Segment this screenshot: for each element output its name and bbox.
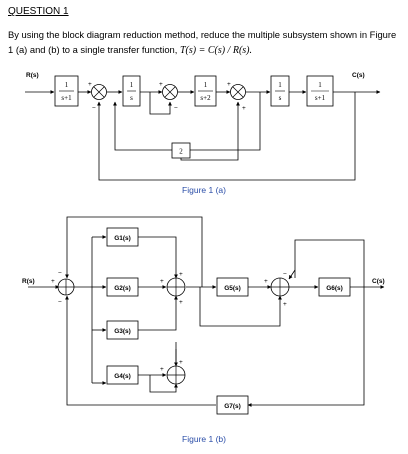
s4-plus-bot: + [283,301,287,308]
block-g4-label: G4(s) [114,373,131,380]
block-1a-5-den: s+1 [314,94,326,102]
s3-plus-bot: + [179,359,183,366]
s1-minus-top: − [58,270,62,277]
block-g7-label: G7(s) [224,403,241,410]
sum-junction-1b-3 [167,366,185,384]
block-1a-5-num: 1 [318,81,322,89]
question-text-plain: By using the block diagram reduction method, reduce the multiple subsystem shown in Figure 1 (a) and (b) to a single transfer function, [8,29,397,55]
fig-b-input-label: R(s) [22,278,35,285]
block-g3-label: G3(s) [114,328,131,335]
figure-1b [28,217,384,405]
gain-block-2-label: 2 [179,147,183,156]
block-1a-1-num: 1 [64,81,69,89]
block-g6-label: G6(s) [326,285,343,292]
figure-1a-blocks [26,72,365,195]
sum-junction-1b-4 [271,278,289,296]
figure-1b-blocks [22,228,385,444]
s3-plus-left: + [160,366,164,373]
s1-minus-bot: − [58,299,62,306]
sum-junction-1b-2 [167,278,185,296]
sj2a-plus: + [159,81,163,88]
fig-a-output-label: C(s) [352,72,365,79]
block-1a-3-num: 1 [203,81,208,89]
block-1a-2-num: 1 [129,81,134,89]
sum-junction-1a-2 [163,85,178,100]
block-1a-2-den: s [130,94,133,102]
sj3a-plus-fb: + [242,105,246,112]
s4-plus-left: + [264,278,268,285]
sum-junction-1b-1 [58,279,74,295]
s2-plus-bot: + [179,299,183,306]
sum-junction-1a-1 [92,85,107,100]
s2-plus-left: + [160,278,164,285]
question-text-math: T(s) = C(s) / R(s). [179,45,252,56]
block-g5-label: G5(s) [224,285,241,292]
figure-1b-caption: Figure 1 (b) [182,434,226,444]
question-title: QUESTION 1 [8,6,69,17]
s2-plus-top: + [179,271,183,278]
sj2a-minus: − [174,105,178,112]
fig-a-input-label: R(s) [26,72,39,79]
block-g1-label: G1(s) [114,235,131,242]
block-1a-1-den: s+1 [61,94,72,102]
block-g2-label: G2(s) [114,285,131,292]
fig-b-output-label: C(s) [372,278,385,285]
block-1a-3-den: s+2 [200,94,211,102]
sj1a-plus: + [88,81,92,88]
block-1a-4-num: 1 [278,81,282,89]
figure-1a-caption: Figure 1 (a) [182,185,226,195]
sum-junction-1a-3 [231,85,246,100]
sj3a-plus: + [227,81,231,88]
s4-minus-top: − [283,271,287,278]
sj1a-minus: − [92,105,96,112]
s1-plus-in: + [51,278,55,285]
block-1a-4-den: s [278,94,282,102]
